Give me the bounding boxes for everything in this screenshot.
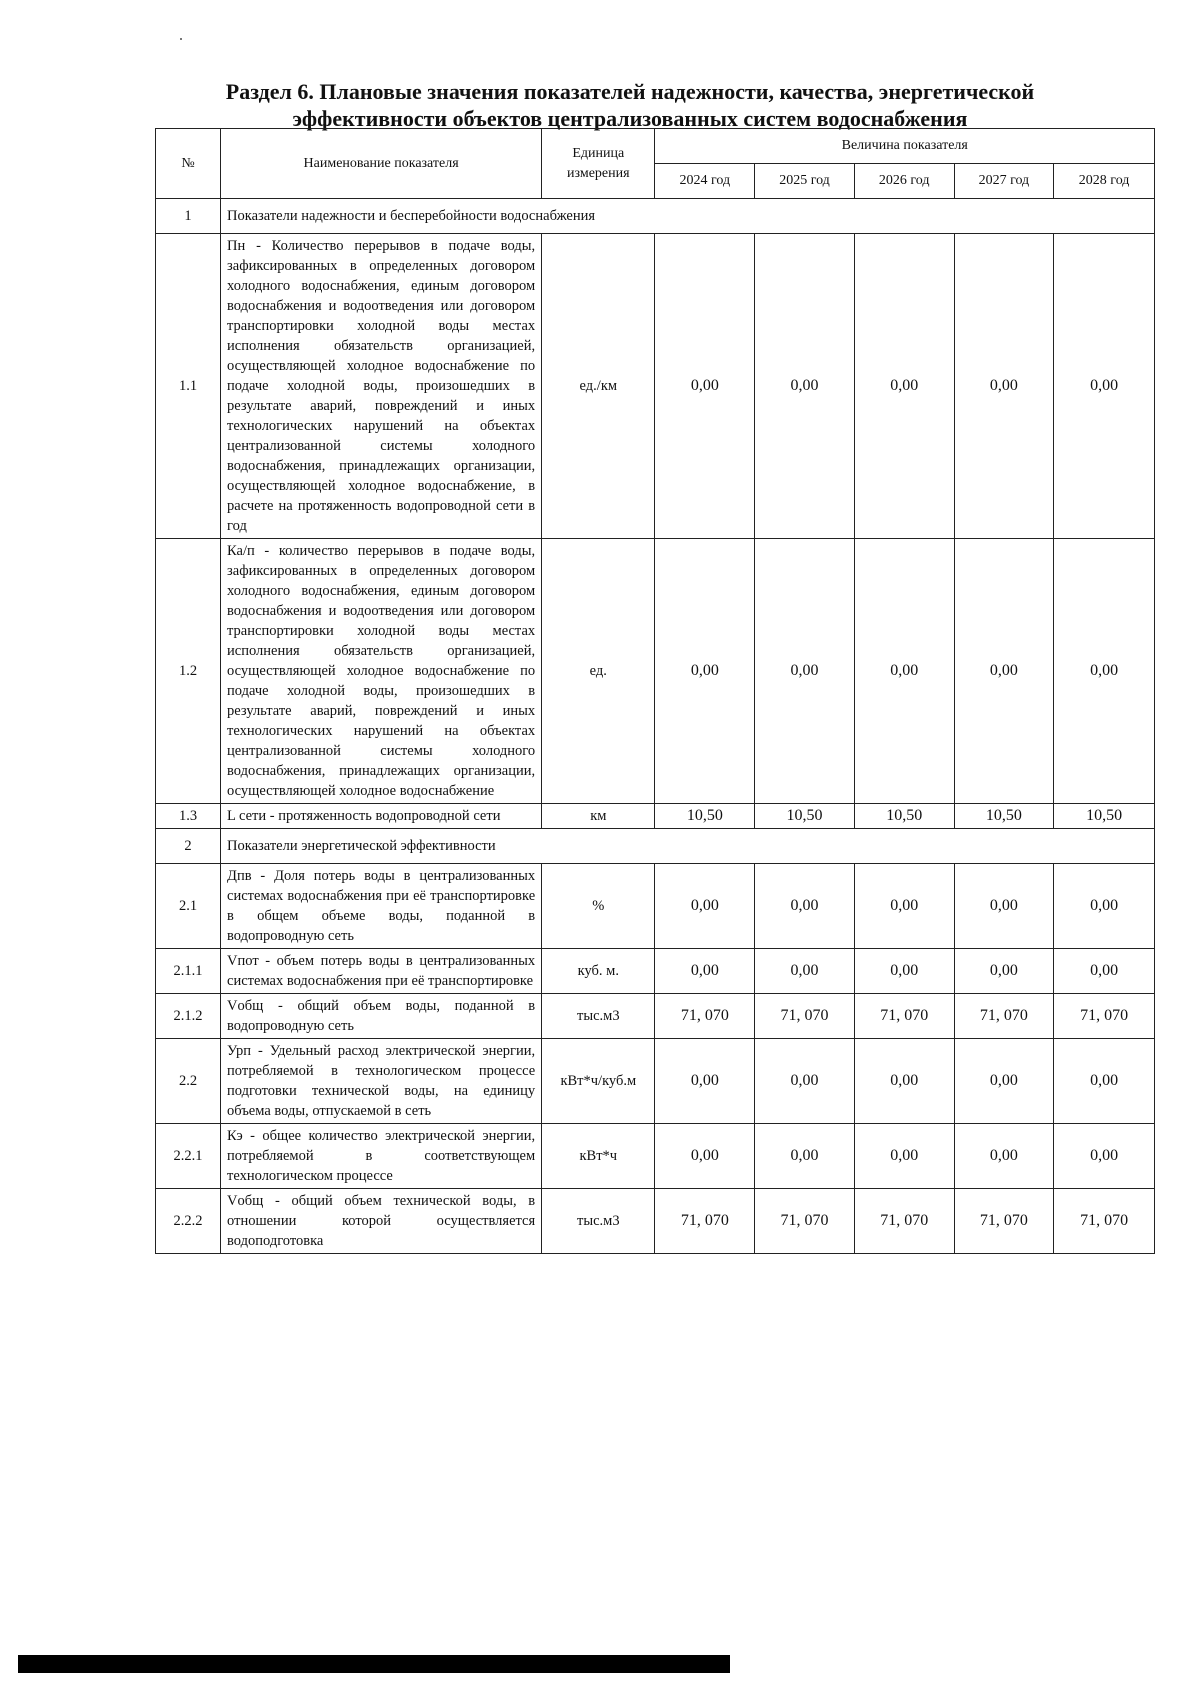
section-row-2 [156, 829, 1155, 864]
row-value-2028: 10,50 [1054, 804, 1155, 829]
row-unit: % [542, 864, 655, 949]
row-value-2028: 71, 070 [1054, 1189, 1155, 1254]
table-row [156, 539, 1155, 804]
section-name: Показатели энергетической эффективности [221, 829, 1155, 864]
row-value-2026: 0,00 [854, 539, 954, 804]
row-value-2027: 71, 070 [954, 1189, 1054, 1254]
row-num: 1.2 [156, 539, 221, 804]
row-value-2027: 71, 070 [954, 994, 1054, 1039]
header-value-group: Величина показателя [655, 129, 1155, 164]
table-row [156, 1039, 1155, 1124]
row-unit: тыс.м3 [542, 1189, 655, 1254]
row-name: Кэ - общее количество электрической энергии, потребляемой в соответствующем технологическом процессе [221, 1124, 542, 1189]
row-value-2026: 71, 070 [854, 1189, 954, 1254]
row-unit: ед./км [542, 234, 655, 539]
row-value-2024: 0,00 [655, 864, 755, 949]
row-unit: куб. м. [542, 949, 655, 994]
row-value-2028: 0,00 [1054, 949, 1155, 994]
row-value-2025: 0,00 [755, 864, 855, 949]
row-value-2028: 0,00 [1054, 539, 1155, 804]
row-value-2025: 71, 070 [755, 994, 855, 1039]
row-value-2025: 0,00 [755, 949, 855, 994]
table-row [156, 234, 1155, 539]
row-value-2026: 0,00 [854, 864, 954, 949]
row-num: 2.1 [156, 864, 221, 949]
header-name: Наименование показателя [221, 129, 542, 199]
row-value-2026: 71, 070 [854, 994, 954, 1039]
row-value-2024: 0,00 [655, 539, 755, 804]
section-name: Показатели надежности и бесперебойности водоснабжения [221, 199, 1155, 234]
row-name: Пн - Количество перерывов в подаче воды, зафиксированных в определенных договором холодного водоснабжения, единым договором водоснабжения и водоотведения или договором транспортировки холодной воды местах исполнения обязательств организацией, осуществляющей холодное водоснабжение по подаче холодной воды, произошедших в результате аварий, повреждений и иных технологических нарушений на объектах централизованной системы холодного водоснабжения, принадлежащих организации, осуществляющей холодное водоснабжение, в расчете на протяженность водопроводной сети в год [221, 234, 542, 539]
row-unit: кВт*ч/куб.м [542, 1039, 655, 1124]
section-row-1 [156, 199, 1155, 234]
section-num: 1 [156, 199, 221, 234]
row-unit: ед. [542, 539, 655, 804]
row-value-2028: 0,00 [1054, 234, 1155, 539]
row-value-2025: 71, 070 [755, 1189, 855, 1254]
row-value-2025: 0,00 [755, 1124, 855, 1189]
row-name: Ка/п - количество перерывов в подаче воды, зафиксированных в определенных договором холодного водоснабжения, единым договором водоснабжения и водоотведения или договором транспортировки холодной воды местах исполнения обязательств организацией, осуществляющей холодное водоснабжение по подаче холодной воды, произошедших в результате аварий, повреждений и иных технологических нарушений на объектах централизованной системы холодного водоснабжения, принадлежащих организации, осуществляющей холодное водоснабжение [221, 539, 542, 804]
row-value-2027: 0,00 [954, 864, 1054, 949]
row-value-2027: 0,00 [954, 949, 1054, 994]
header-year: 2024 год [655, 164, 755, 199]
row-name: Vобщ - общий объем воды, поданной в водопроводную сеть [221, 994, 542, 1039]
section-num: 2 [156, 829, 221, 864]
header-year: 2025 год [755, 164, 855, 199]
row-num: 2.2.1 [156, 1124, 221, 1189]
row-value-2028: 0,00 [1054, 1039, 1155, 1124]
table-row [156, 949, 1155, 994]
row-num: 1.1 [156, 234, 221, 539]
row-value-2025: 10,50 [755, 804, 855, 829]
row-value-2028: 71, 070 [1054, 994, 1155, 1039]
row-value-2025: 0,00 [755, 539, 855, 804]
row-unit: кВт*ч [542, 1124, 655, 1189]
header-year: 2028 год [1054, 164, 1155, 199]
scan-edge-bar [18, 1655, 730, 1673]
row-value-2025: 0,00 [755, 1039, 855, 1124]
table-row [156, 994, 1155, 1039]
scan-speck [180, 38, 182, 40]
row-value-2027: 0,00 [954, 234, 1054, 539]
header-year: 2027 год [954, 164, 1054, 199]
row-value-2027: 10,50 [954, 804, 1054, 829]
header-unit: Единица измерения [542, 129, 655, 199]
row-value-2024: 0,00 [655, 234, 755, 539]
row-value-2024: 71, 070 [655, 1189, 755, 1254]
row-value-2024: 0,00 [655, 949, 755, 994]
row-num: 2.2 [156, 1039, 221, 1124]
row-value-2027: 0,00 [954, 539, 1054, 804]
table-row [156, 804, 1155, 829]
row-value-2028: 0,00 [1054, 1124, 1155, 1189]
row-num: 2.1.1 [156, 949, 221, 994]
row-unit: км [542, 804, 655, 829]
page-title: Раздел 6. Плановые значения показателей надежности, качества, энергетической эффективности объектов централизованных систем водоснабжения [225, 79, 1035, 131]
row-value-2025: 0,00 [755, 234, 855, 539]
row-value-2026: 0,00 [854, 234, 954, 539]
row-value-2027: 0,00 [954, 1039, 1054, 1124]
row-value-2026: 0,00 [854, 1039, 954, 1124]
row-value-2026: 0,00 [854, 949, 954, 994]
header-num: № [156, 129, 221, 199]
row-value-2026: 0,00 [854, 1124, 954, 1189]
table-row [156, 1189, 1155, 1254]
header-row [156, 129, 1155, 164]
row-value-2026: 10,50 [854, 804, 954, 829]
table-row [156, 864, 1155, 949]
row-value-2027: 0,00 [954, 1124, 1054, 1189]
row-name: Vобщ - общий объем технической воды, в отношении которой осуществляется водоподготовка [221, 1189, 542, 1254]
row-value-2024: 71, 070 [655, 994, 755, 1039]
row-name: Урп - Удельный расход электрической энергии, потребляемой в технологическом процессе подготовки технической воды, на единицу объема воды, отпускаемой в сеть [221, 1039, 542, 1124]
row-name: L сети - протяженность водопроводной сети [221, 804, 542, 829]
row-unit: тыс.м3 [542, 994, 655, 1039]
row-num: 2.1.2 [156, 994, 221, 1039]
row-num: 2.2.2 [156, 1189, 221, 1254]
row-name: Vпот - объем потерь воды в централизованных системах водоснабжения при её транспортировке [221, 949, 542, 994]
row-value-2024: 0,00 [655, 1124, 755, 1189]
header-year: 2026 год [854, 164, 954, 199]
row-value-2028: 0,00 [1054, 864, 1155, 949]
row-name: Дпв - Доля потерь воды в централизованных системах водоснабжения при её транспортировке в общем объеме воды, поданной в водопроводную сеть [221, 864, 542, 949]
row-value-2024: 10,50 [655, 804, 755, 829]
indicators-table [155, 128, 1155, 1254]
row-value-2024: 0,00 [655, 1039, 755, 1124]
row-num: 1.3 [156, 804, 221, 829]
table-row [156, 1124, 1155, 1189]
